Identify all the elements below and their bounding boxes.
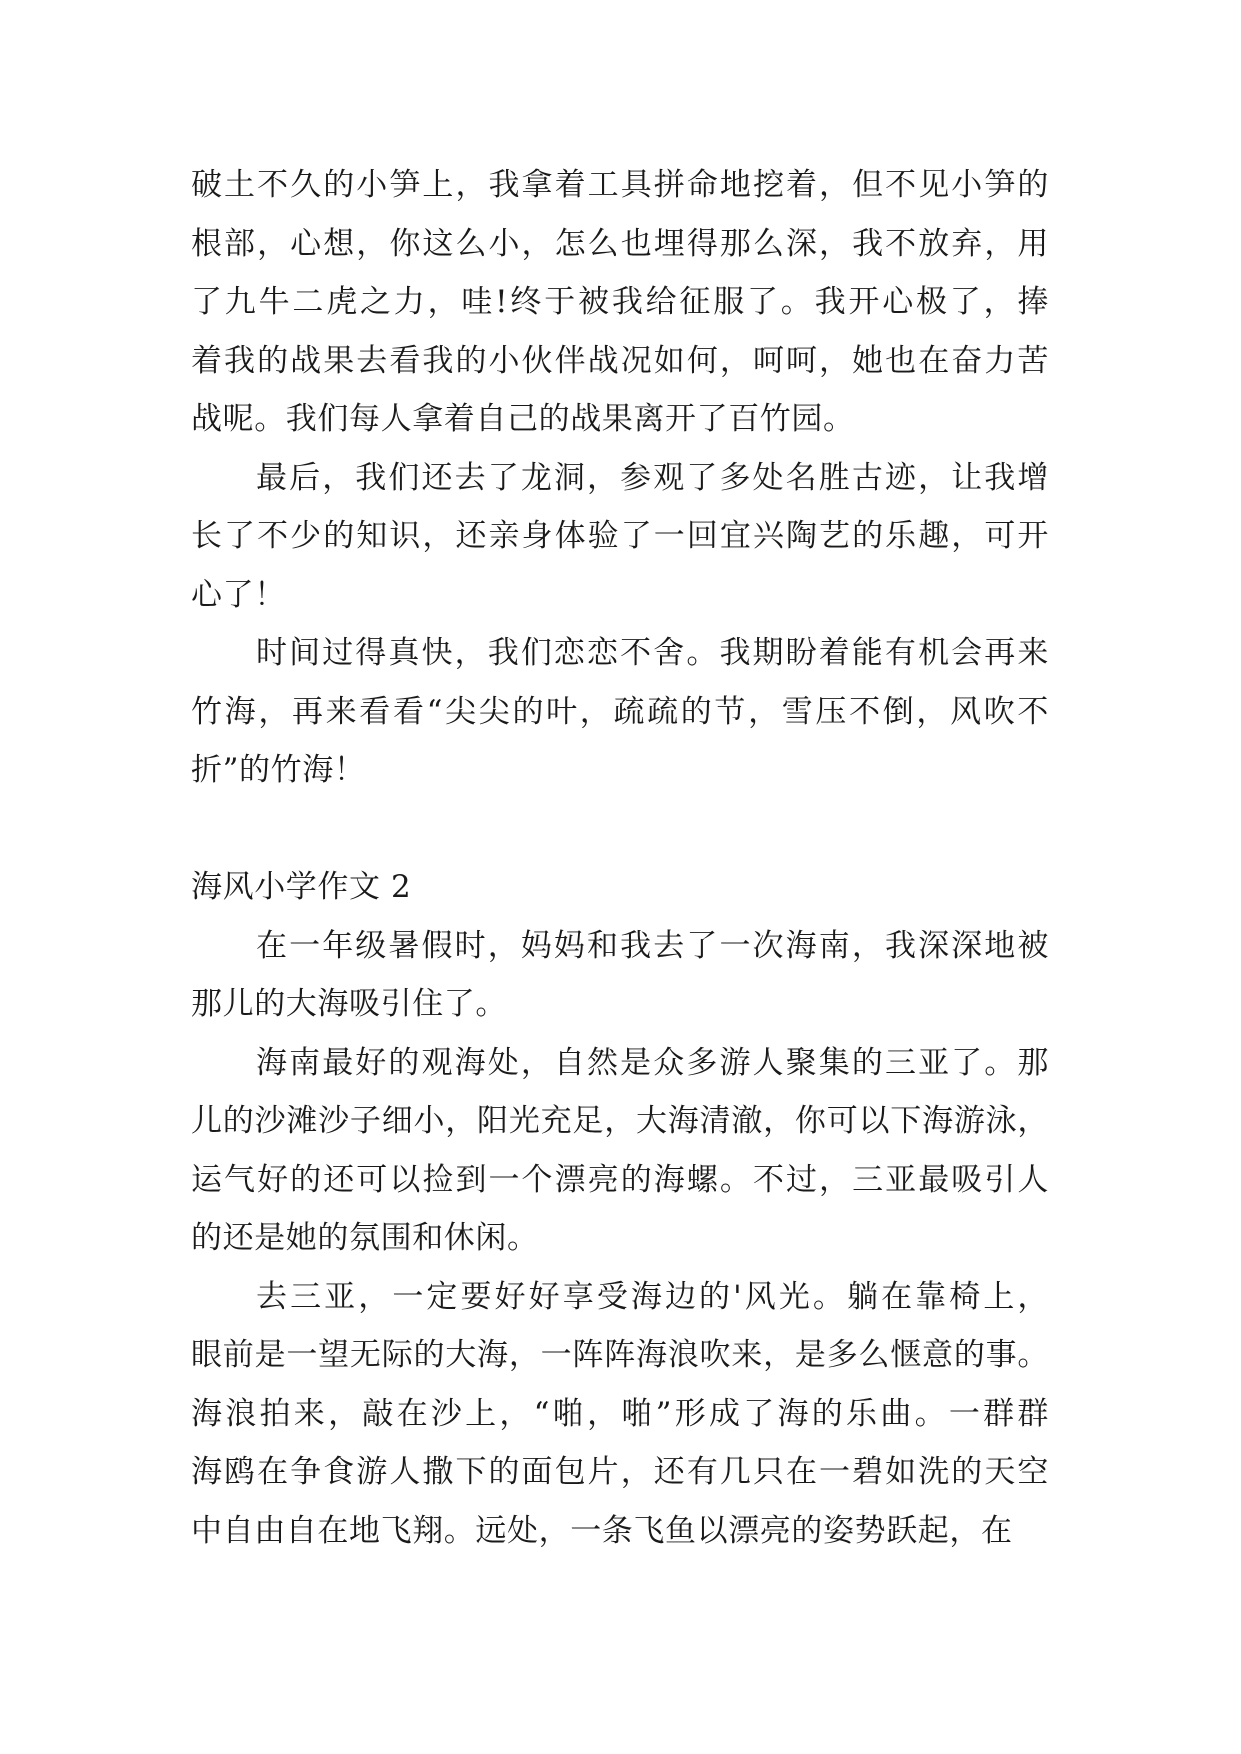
text-line: 了九牛二虎之力，哇!终于被我给征服了。我开心极了，捧 [191,284,1049,320]
text-line: 时间过得真快，我们恋恋不舍。我期盼着能有机会再来 [256,635,1049,671]
paragraph [191,917,1049,1034]
text-line: 破土不久的小笋上，我拿着工具拼命地挖着，但不见小笋的 [191,167,1049,203]
text-line: 那儿的大海吸引住了。 [191,986,507,1022]
text-line: 眼前是一望无际的大海，一阵阵海浪吹来，是多么惬意的事。 [191,1337,1049,1373]
text-line: 长了不少的知识，还亲身体验了一回宜兴陶艺的乐趣，可开 [191,518,1049,554]
paragraph [191,449,1049,625]
paragraph [191,1268,1049,1561]
essay-part-1 [191,156,1049,800]
text-line: 折”的竹海！ [191,752,366,788]
essay-part-2 [191,917,1049,1561]
text-line: 最后，我们还去了龙洞，参观了多处名胜古迹，让我增 [256,459,1049,496]
text-line: 根部，心想，你这么小，怎么也埋得那么深，我不放弃，用 [191,225,1049,262]
section-gap [191,800,1049,859]
text-line: 的还是她的氛围和休闲。 [191,1220,539,1256]
text-line: 心了！ [191,576,286,613]
text-line: 在一年级暑假时，妈妈和我去了一次海南，我深深地被 [256,927,1049,964]
text-line: 战呢。我们每人拿着自己的战果离开了百竹园。 [191,401,855,437]
paragraph [191,156,1049,449]
paragraph [191,1034,1049,1268]
text-line: 海南最好的观海处，自然是众多游人聚集的三亚了。那 [256,1044,1049,1081]
paragraph [191,624,1049,800]
document-body [191,156,1049,1560]
text-line: 中自由自在地飞翔。远处，一条飞鱼以漂亮的姿势跃起，在 [191,1512,1013,1549]
text-line: 儿的沙滩沙子细小，阳光充足，大海清澈，你可以下海游泳， [191,1103,1049,1139]
text-line: 着我的战果去看我的小伙伴战况如何，呵呵，她也在奋力苦 [191,342,1049,379]
text-line: 海浪拍来，敲在沙上，“啪，啪”形成了海的乐曲。一群群 [191,1395,1049,1432]
text-line: 海鸥在争食游人撒下的面包片，还有几只在一碧如洗的天空 [191,1454,1049,1490]
section-title: 海风小学作文 2 [191,869,412,905]
text-line: 去三亚，一定要好好享受海边的'风光。躺在靠椅上， [256,1278,1049,1315]
text-line: 竹海，再来看看“尖尖的叶，疏疏的节，雪压不倒，风吹不 [191,693,1049,730]
text-line: 运气好的还可以捡到一个漂亮的海螺。不过，三亚最吸引人 [191,1161,1049,1198]
